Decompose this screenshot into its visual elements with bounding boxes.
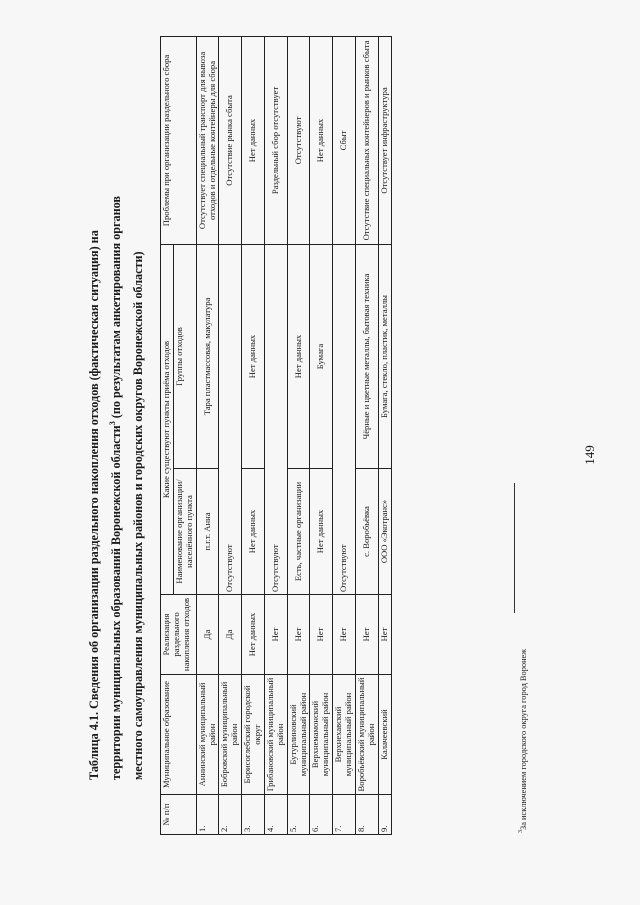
row-municipality: Аннинский муниципальный район xyxy=(196,675,219,795)
row-points-merged: Отсутствуют xyxy=(333,244,356,594)
row-points-merged: Отсутствуют xyxy=(219,244,242,594)
row-implementation: Да xyxy=(196,595,219,675)
row-num: 6. xyxy=(310,795,333,835)
waste-collection-table xyxy=(160,36,392,835)
row-point-name: ООО «Экотранс» xyxy=(378,469,391,595)
row-municipality: Бобровский муниципальный район xyxy=(219,675,242,795)
footnote-text: За исключением городского округа город Воронеж xyxy=(518,648,528,830)
row-problems: Сбыт xyxy=(333,36,356,244)
footnote xyxy=(518,333,528,833)
row-municipality: Верхнемамонский муниципальный район xyxy=(310,675,333,795)
table-row xyxy=(310,36,333,834)
row-point-name: Нет данных xyxy=(310,469,333,595)
row-implementation: Нет xyxy=(333,595,356,675)
table-row xyxy=(378,36,391,834)
row-problems: Отсутствие специальных контейнеров и рынков сбыта xyxy=(355,36,378,244)
row-municipality: Бутурлиновский муниципальный район xyxy=(287,675,310,795)
table-row xyxy=(355,36,378,834)
header-row-1 xyxy=(161,36,174,834)
row-municipality: Грибановский муниципальный район xyxy=(264,675,287,795)
header-num: № п/п xyxy=(161,795,197,835)
row-waste-groups: Нет данных xyxy=(242,244,265,468)
row-problems: Отсутствует специальный транспорт для вывоза отходов и отдельные контейнеры для сбора xyxy=(196,36,219,244)
row-implementation: Да xyxy=(219,595,242,675)
row-problems: Раздельный сбор отсутствует xyxy=(264,36,287,244)
row-points-merged: Отсутствуют xyxy=(264,244,287,594)
row-problems: Отсутствует инфраструктура xyxy=(378,36,391,244)
row-problems: Нет данных xyxy=(310,36,333,244)
row-waste-groups: Бумага xyxy=(310,244,333,468)
row-waste-groups: Чёрные и цветные металлы, бытовая техника xyxy=(355,244,378,468)
row-implementation: Нет xyxy=(378,595,391,675)
row-point-name: с. Воробьёвка xyxy=(355,469,378,595)
row-num: 1. xyxy=(196,795,219,835)
table-row xyxy=(242,36,265,834)
row-municipality: Борисоглебский городской округ xyxy=(242,675,265,795)
row-num: 7. xyxy=(333,795,356,835)
row-waste-groups: Тара пластмассовая, макулатура xyxy=(196,244,219,468)
row-num: 9. xyxy=(378,795,391,835)
footnote-reference: 3 xyxy=(107,421,117,426)
caption-line-2b: (по результатам анкетирования органов xyxy=(108,196,123,422)
caption-line-2 xyxy=(106,80,128,780)
caption-line-2a: территории муниципальных образований Воронежской области xyxy=(108,425,123,780)
table-row xyxy=(264,36,287,834)
footnote-divider xyxy=(514,483,515,613)
row-municipality: Верхнехавский муниципальный район xyxy=(333,675,356,795)
row-implementation: Нет xyxy=(355,595,378,675)
header-municipality: Муниципальное образование xyxy=(161,675,197,795)
row-num: 5. xyxy=(287,795,310,835)
row-implementation: Нет данных xyxy=(242,595,265,675)
table-caption xyxy=(84,80,149,780)
table-row xyxy=(333,36,356,834)
row-num: 4. xyxy=(264,795,287,835)
row-implementation: Нет xyxy=(264,595,287,675)
header-waste-groups: Группы отходов xyxy=(173,244,196,468)
header-problems: Проблемы при организации раздельного сбора xyxy=(161,36,197,244)
row-point-name: Нет данных xyxy=(242,469,265,595)
caption-line-1: Таблица 4.1. Сведения об организации раздельного накопления отходов (фактическая ситуация) на xyxy=(87,230,101,780)
row-implementation: Нет xyxy=(287,595,310,675)
row-municipality: Воробьёвский муниципальный район xyxy=(355,675,378,795)
row-point-name: Есть, частные организации xyxy=(287,469,310,595)
caption-line-3: местного самоуправления муниципальных районов и городских округов Воронежской области) xyxy=(130,251,145,780)
table-row xyxy=(196,36,219,834)
row-problems: Отсутствуют xyxy=(287,36,310,244)
row-num: 3. xyxy=(242,795,265,835)
row-waste-groups: Бумага, стекло, пластик, металлы xyxy=(378,244,391,468)
header-points-group: Какие существуют пункты приёма отходов xyxy=(161,244,174,594)
row-point-name: п.г.т. Анна xyxy=(196,469,219,595)
row-implementation: Нет xyxy=(310,595,333,675)
header-point-name: Наименование организации/ населённого пункта xyxy=(173,469,196,595)
row-num: 8. xyxy=(355,795,378,835)
row-municipality: Калачеевский xyxy=(378,675,391,795)
row-num: 2. xyxy=(219,795,242,835)
page-number: 149 xyxy=(582,445,597,465)
row-problems: Нет данных xyxy=(242,36,265,244)
header-implementation: Реализация раздельного накопления отходов xyxy=(161,595,197,675)
footnote-mark: 3 xyxy=(518,830,524,833)
row-problems: Отсутствие рынка сбыта xyxy=(219,36,242,244)
table-row xyxy=(219,36,242,834)
row-waste-groups: Нет данных xyxy=(287,244,310,468)
table-row xyxy=(287,36,310,834)
